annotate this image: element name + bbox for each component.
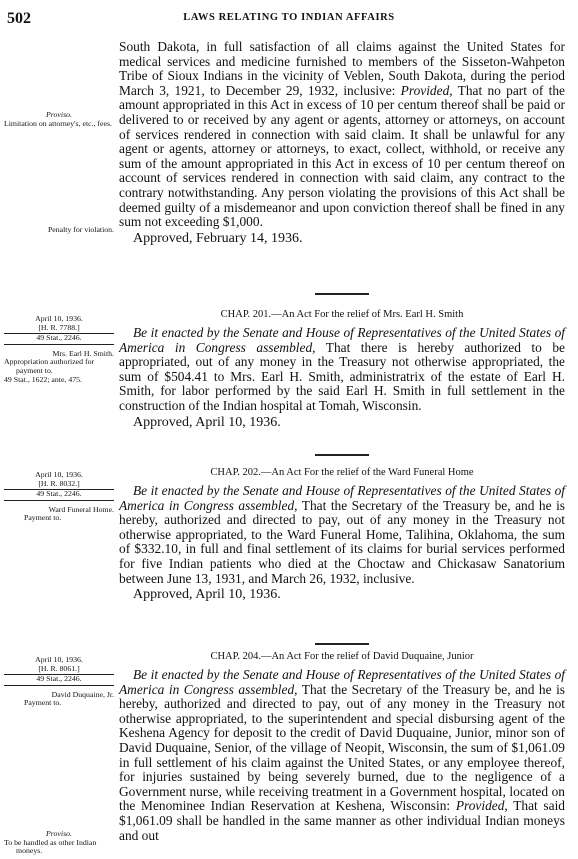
margin-divider: [4, 685, 114, 686]
section-rule: [315, 293, 369, 295]
section-3-enacting-clause: Be it enacted by the Senate and House of Representatives of the United States of America in Congress assembled: [119, 483, 565, 513]
margin-limitation: Limitation on attorney's, etc., fees.: [4, 118, 112, 128]
margin-name: Mrs. Earl H. Smith.: [52, 348, 114, 358]
margin-proviso-label: Proviso.: [46, 829, 72, 838]
margin-bill: [H. R. 8032.]: [38, 478, 80, 488]
margin-proviso-label: Proviso.: [46, 110, 72, 119]
margin-name: David Duquaine, Jr.: [51, 689, 114, 699]
margin-note-proviso-2: [4, 830, 114, 856]
margin-note-chap-201: [4, 315, 114, 384]
margin-handled: To be handled as other Indian moneys.: [4, 837, 97, 856]
running-head: LAWS RELATING TO INDIAN AFFAIRS: [183, 12, 395, 23]
section-1-proviso: Provided: [400, 82, 450, 98]
chapter-204-heading: CHAP. 204.—An Act For the relief of David Duquaine, Junior: [210, 651, 474, 662]
margin-note-penalty: [4, 226, 114, 235]
section-rule: [315, 454, 369, 456]
section-4-text: , That the Secretary of the Treasury be, and he is hereby, authorized and directed to pay, out of any money in the Treasury not otherwise appropriated, to the superintendent and special disbursing agent of the Keshena Agency for deposit to the credit of David Duquaine, Junior, minor son of David Duquaine, Senior, of the village of Neopit, Wisconsin, the sum of $1,061.09 in full settlement of his claim against the United States, or any employee thereof, for injuries sustained by being severely burned, due to the negligence of a Government nurse, while receiving treatment in a Government hospital, located on the Menominee Indian Reservation at Keshena, Wisconsin:: [119, 681, 565, 814]
section-3-approved: Approved, April 10, 1936.: [133, 587, 281, 603]
section-2-enacting-clause: Be it enacted by the Senate and House of Representatives of the United States of America in Congress assembled: [119, 325, 565, 355]
section-1-text: South Dakota, in full satisfaction of all claims against the United States for medical services and medicine furnished to members of the Sisseton-Wahpeton Tribe of Sioux Indians in the vicinity of Veblen, South Dakota, during the period March 3, 1921, to December 29, 1932, inclusive:: [119, 39, 565, 98]
margin-bill: [H. R. 7788.]: [38, 322, 80, 332]
margin-note-proviso-1: [4, 111, 114, 128]
margin-date: April 10, 1936.: [35, 655, 83, 664]
margin-appropriation: Appropriation authorized for payment to.: [4, 357, 95, 375]
margin-note-chap-202: [4, 471, 114, 523]
margin-divider: [4, 500, 114, 501]
section-4-body: [119, 668, 565, 843]
section-3-body: [119, 484, 565, 603]
margin-stat: 49 Stat., 2246.: [36, 489, 82, 499]
margin-penalty: Penalty for violation.: [47, 225, 114, 234]
section-3-text: , That the Secretary of the Treasury be, and he is hereby, authorized and directed to pay, out of any money in the Treasury not otherwise appropriated, to the Ward Funeral Home, Talihina, Oklahoma, the sum of $332.10, in full and final settlement of its claims for burial services performed for five Indian patients who died at the Choctaw and Chickasaw Sanatorium between June 13, 1931, and March 26, 1932, inclusive.: [119, 497, 565, 586]
section-2-body: [119, 326, 565, 431]
margin-bill: [H. R. 8061.]: [38, 663, 80, 673]
margin-divider: [4, 344, 114, 345]
margin-payment: Payment to.: [24, 698, 62, 708]
section-4-text-2: , That said $1,061.09 shall be handled in the same manner as other individual Indian moneys and out: [119, 798, 565, 843]
section-2-approved: Approved, April 10, 1936.: [133, 414, 281, 430]
section-1-body: [119, 40, 565, 247]
margin-payment: Payment to.: [24, 513, 62, 523]
page-header: [0, 10, 578, 28]
section-2-text: , That there is hereby authorized to be appropriated, out of any money in the Treasury not otherwise appropriated, the sum of $504.41 to Mrs. Earl H. Smith, administratrix of the estate of Earl H. Smith, for labor performed by the said Earl H. Smith in full settlement in the construction of the Indian hospital at Tomah, Wisconsin.: [119, 339, 565, 413]
margin-reference: 49 Stat., 1622; ante, 475.: [4, 374, 82, 384]
margin-note-chap-204: [4, 656, 114, 708]
margin-date: April 10, 1936.: [35, 470, 83, 479]
margin-stat: 49 Stat., 2246.: [36, 333, 82, 343]
chapter-202-heading: CHAP. 202.—An Act For the relief of the Ward Funeral Home: [210, 467, 474, 478]
section-1-text-2: , That no part of the amount appropriated in this Act in excess of 10 per centum thereof shall be paid or delivered to or received by any agent or agents, attorney or attorneys, on account of services rendered in connection with said claim. It shall be unlawful for any agent or agents, attorney or attorneys, to exact, collect, withhold, or receive any sum of the amount appropriated in this Act in excess of 10 per centum thereof on account of services rendered in connection with said claim, any contract to the contrary notwithstanding. Any person violating the provisions of this Act shall be deemed guilty of a misdemeanor and upon conviction thereof shall be fined in any sum not exceeding $1,000.: [119, 82, 565, 230]
section-4-proviso: Provided: [455, 798, 505, 814]
margin-stat: 49 Stat., 2246.: [36, 674, 82, 684]
chapter-201-heading: CHAP. 201.—An Act For the relief of Mrs. Earl H. Smith: [220, 309, 464, 320]
section-4-enacting-clause: Be it enacted by the Senate and House of Representatives of the United States of America in Congress assembled: [119, 667, 565, 697]
section-rule: [315, 643, 369, 645]
margin-name: Ward Funeral Home.: [48, 504, 114, 514]
section-1-approved: Approved, February 14, 1936.: [133, 230, 303, 246]
margin-date: April 10, 1936.: [35, 314, 83, 323]
page-number: 502: [7, 10, 31, 27]
